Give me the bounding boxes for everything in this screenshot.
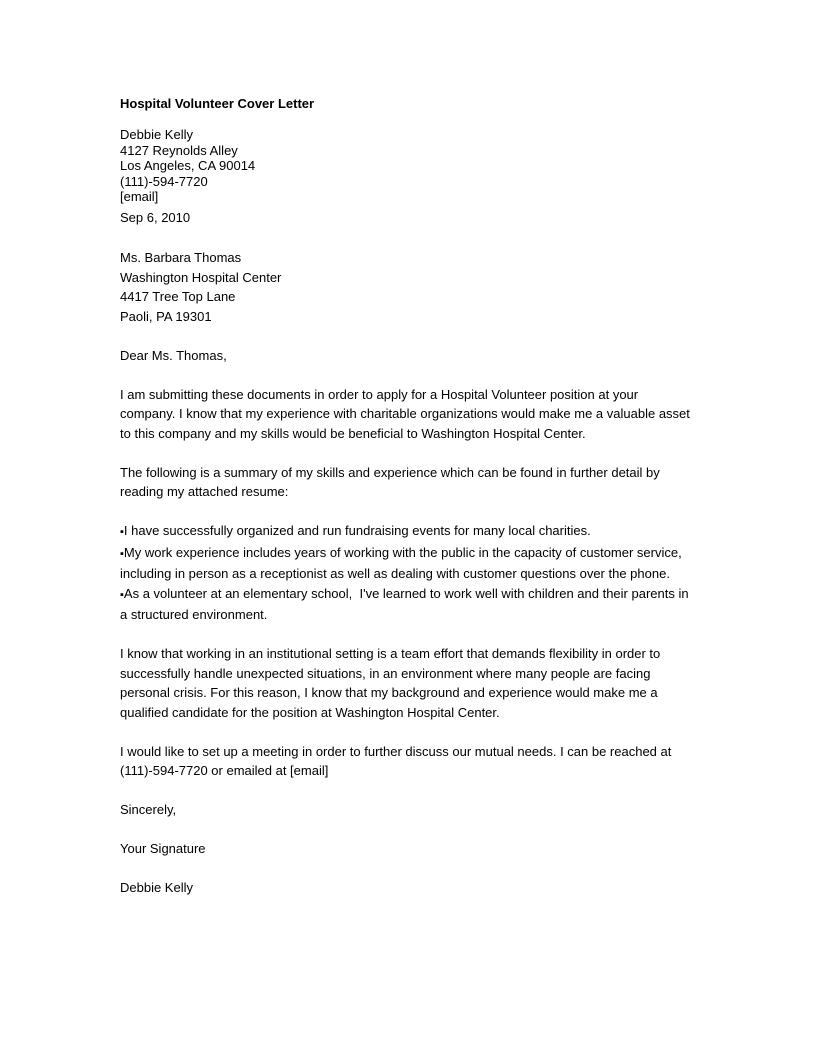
- recipient-city: Paoli, PA 19301: [120, 308, 212, 324]
- sender-name: Debbie Kelly: [120, 127, 193, 142]
- sender-city: Los Angeles, CA 90014: [120, 158, 256, 173]
- recipient-block: [120, 248, 692, 326]
- paragraph-intro: I am submitting these documents in order to apply for a Hospital Volunteer position at your company. I know that my experience with charitable organizations would make me a valuable asset to this company and my skills would be beneficial to Washington Hospital Center.: [120, 386, 694, 441]
- closing: Sincerely,: [120, 802, 177, 817]
- salutation: Dear Ms. Thomas,: [120, 347, 227, 363]
- recipient-name: Ms. Barbara Thomas: [120, 250, 242, 265]
- letter-date: Sep 6, 2010: [120, 209, 191, 225]
- bullet-square-icon: ▪: [120, 547, 124, 560]
- letter-content: [120, 96, 692, 898]
- sender-block: [120, 127, 692, 225]
- signature-name: Debbie Kelly: [120, 880, 193, 895]
- recipient-organization: Washington Hospital Center: [120, 269, 282, 285]
- list-item: [120, 521, 692, 543]
- bullet-square-icon: ▪: [120, 526, 124, 538]
- sender-email: [email]: [120, 189, 159, 204]
- paragraph-institutional: I know that working in an institutional setting is a team effort that demands flexibility in order to successfully handle unexpected situations, in an environment where many people are facing personal crisis. For this reason, I know that my background and experience would make me a qualified candidate for the position at Washington Hospital Center.: [120, 646, 664, 720]
- recipient-street: 4417 Tree Top Lane: [120, 289, 236, 304]
- signature-placeholder: Your Signature: [120, 841, 206, 856]
- sender-street: 4127 Reynolds Alley: [120, 142, 238, 158]
- list-item-text: My work experience includes years of working with the public in the capacity of customer service, including in person as a receptionist as well as dealing with customer questions over the phone.: [120, 544, 686, 581]
- skills-list: [120, 521, 692, 625]
- list-item-text: As a volunteer at an elementary school, I've learned to work well with children and their parents in a structured environment.: [120, 585, 693, 622]
- paragraph-summary-lead: The following is a summary of my skills and experience which can be found in further detail by reading my attached resume:: [120, 464, 664, 499]
- bullet-square-icon: ▪: [120, 588, 124, 601]
- list-item-text: I have successfully organized and run fundraising events for many local charities.: [123, 523, 591, 538]
- list-item: [120, 543, 692, 584]
- document-title: Hospital Volunteer Cover Letter: [120, 96, 315, 111]
- paragraph-meeting: I would like to set up a meeting in order to further discuss our mutual needs. I can be reached at (111)-594-7720 or emailed at [email]: [120, 743, 675, 778]
- sender-phone: (111)-594-7720: [120, 173, 208, 189]
- list-item: [120, 584, 692, 625]
